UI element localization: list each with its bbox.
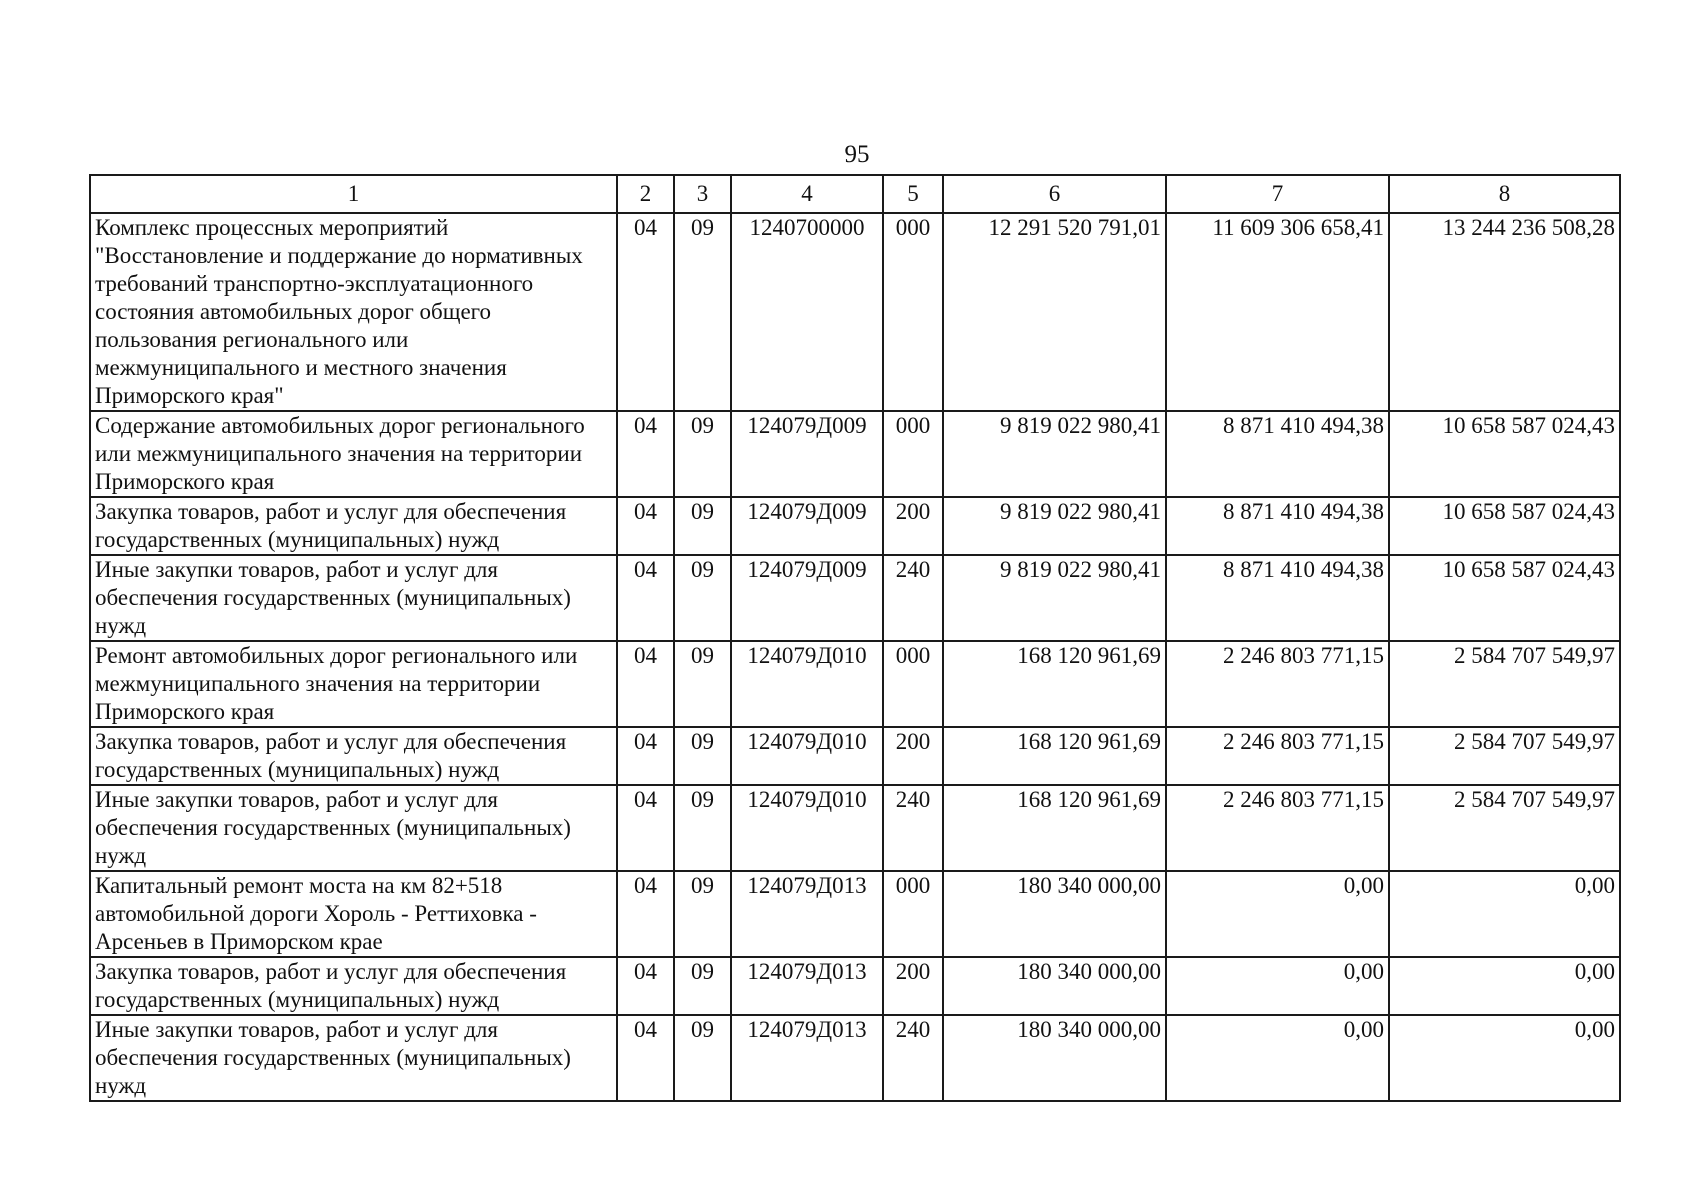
row-amount-6: 180 340 000,00 [943,957,1166,1015]
page-number: 95 [844,141,870,168]
row-amount-6: 180 340 000,00 [943,871,1166,957]
row-amount-7: 8 871 410 494,38 [1166,497,1389,555]
row-section: 04 [617,213,674,411]
budget-table [89,174,1621,1102]
row-name: Капитальный ремонт моста на км 82+518 автомобильной дороги Хороль - Реттиховка - Арсеньев в Приморском крае [90,871,617,957]
row-subsection: 09 [674,1015,731,1101]
row-name: Комплекс процессных мероприятий "Восстановление и поддержание до нормативных требований транспортно-эксплуатационного состояния автомобильных дорог общего пользования регионального или межмуниципального и местного значения Приморского края" [90,213,617,411]
row-target-article: 124079Д009 [731,555,883,641]
row-section: 04 [617,497,674,555]
row-target-article: 124079Д013 [731,957,883,1015]
row-subsection: 09 [674,497,731,555]
row-amount-8: 2 584 707 549,97 [1389,785,1620,871]
row-section: 04 [617,555,674,641]
row-amount-6: 12 291 520 791,01 [943,213,1166,411]
row-expense-type: 200 [883,497,943,555]
table-row [90,555,1620,641]
row-amount-7: 0,00 [1166,957,1389,1015]
column-header-3: 3 [674,175,731,213]
row-amount-6: 168 120 961,69 [943,641,1166,727]
row-amount-7: 11 609 306 658,41 [1166,213,1389,411]
row-amount-8: 10 658 587 024,43 [1389,555,1620,641]
row-name: Закупка товаров, работ и услуг для обеспечения государственных (муниципальных) нужд [90,957,617,1015]
row-section: 04 [617,1015,674,1101]
row-amount-7: 0,00 [1166,871,1389,957]
row-amount-6: 180 340 000,00 [943,1015,1166,1101]
row-section: 04 [617,727,674,785]
row-target-article: 124079Д013 [731,871,883,957]
row-target-article: 124079Д010 [731,727,883,785]
table-row [90,213,1620,411]
row-target-article: 1240700000 [731,213,883,411]
table-row [90,871,1620,957]
table-row [90,641,1620,727]
row-amount-7: 2 246 803 771,15 [1166,641,1389,727]
table-row [90,957,1620,1015]
row-amount-7: 8 871 410 494,38 [1166,411,1389,497]
row-amount-6: 168 120 961,69 [943,727,1166,785]
row-subsection: 09 [674,555,731,641]
header-row [90,175,1620,213]
column-header-4: 4 [731,175,883,213]
row-name: Иные закупки товаров, работ и услуг для обеспечения государственных (муниципальных) нужд [90,1015,617,1101]
row-target-article: 124079Д009 [731,497,883,555]
row-target-article: 124079Д010 [731,641,883,727]
row-subsection: 09 [674,785,731,871]
row-section: 04 [617,957,674,1015]
row-section: 04 [617,641,674,727]
row-subsection: 09 [674,213,731,411]
row-expense-type: 240 [883,555,943,641]
row-amount-8: 0,00 [1389,1015,1620,1101]
row-amount-8: 10 658 587 024,43 [1389,411,1620,497]
row-section: 04 [617,411,674,497]
row-expense-type: 200 [883,957,943,1015]
row-expense-type: 240 [883,1015,943,1101]
row-subsection: 09 [674,641,731,727]
row-amount-8: 10 658 587 024,43 [1389,497,1620,555]
row-name: Закупка товаров, работ и услуг для обеспечения государственных (муниципальных) нужд [90,497,617,555]
row-subsection: 09 [674,411,731,497]
row-expense-type: 000 [883,871,943,957]
row-name: Иные закупки товаров, работ и услуг для обеспечения государственных (муниципальных) нужд [90,785,617,871]
column-header-6: 6 [943,175,1166,213]
row-subsection: 09 [674,871,731,957]
row-amount-7: 0,00 [1166,1015,1389,1101]
table-row [90,1015,1620,1101]
column-header-7: 7 [1166,175,1389,213]
row-name: Содержание автомобильных дорог регионального или межмуниципального значения на территории Приморского края [90,411,617,497]
row-amount-8: 0,00 [1389,957,1620,1015]
row-amount-6: 9 819 022 980,41 [943,497,1166,555]
row-subsection: 09 [674,727,731,785]
row-expense-type: 000 [883,641,943,727]
row-expense-type: 000 [883,213,943,411]
row-amount-8: 13 244 236 508,28 [1389,213,1620,411]
row-section: 04 [617,871,674,957]
table-row [90,727,1620,785]
row-amount-8: 2 584 707 549,97 [1389,641,1620,727]
row-expense-type: 000 [883,411,943,497]
row-subsection: 09 [674,957,731,1015]
row-expense-type: 200 [883,727,943,785]
column-header-1: 1 [90,175,617,213]
row-amount-6: 9 819 022 980,41 [943,555,1166,641]
row-target-article: 124079Д010 [731,785,883,871]
column-header-5: 5 [883,175,943,213]
table-row [90,785,1620,871]
table-row [90,411,1620,497]
row-target-article: 124079Д013 [731,1015,883,1101]
row-amount-6: 9 819 022 980,41 [943,411,1166,497]
table-row [90,497,1620,555]
row-amount-8: 0,00 [1389,871,1620,957]
row-amount-7: 2 246 803 771,15 [1166,785,1389,871]
row-section: 04 [617,785,674,871]
column-header-8: 8 [1389,175,1620,213]
row-target-article: 124079Д009 [731,411,883,497]
row-amount-6: 168 120 961,69 [943,785,1166,871]
row-name: Закупка товаров, работ и услуг для обеспечения государственных (муниципальных) нужд [90,727,617,785]
row-expense-type: 240 [883,785,943,871]
row-name: Иные закупки товаров, работ и услуг для обеспечения государственных (муниципальных) нужд [90,555,617,641]
row-name: Ремонт автомобильных дорог регионального или межмуниципального значения на территории Приморского края [90,641,617,727]
row-amount-8: 2 584 707 549,97 [1389,727,1620,785]
row-amount-7: 2 246 803 771,15 [1166,727,1389,785]
column-header-2: 2 [617,175,674,213]
row-amount-7: 8 871 410 494,38 [1166,555,1389,641]
